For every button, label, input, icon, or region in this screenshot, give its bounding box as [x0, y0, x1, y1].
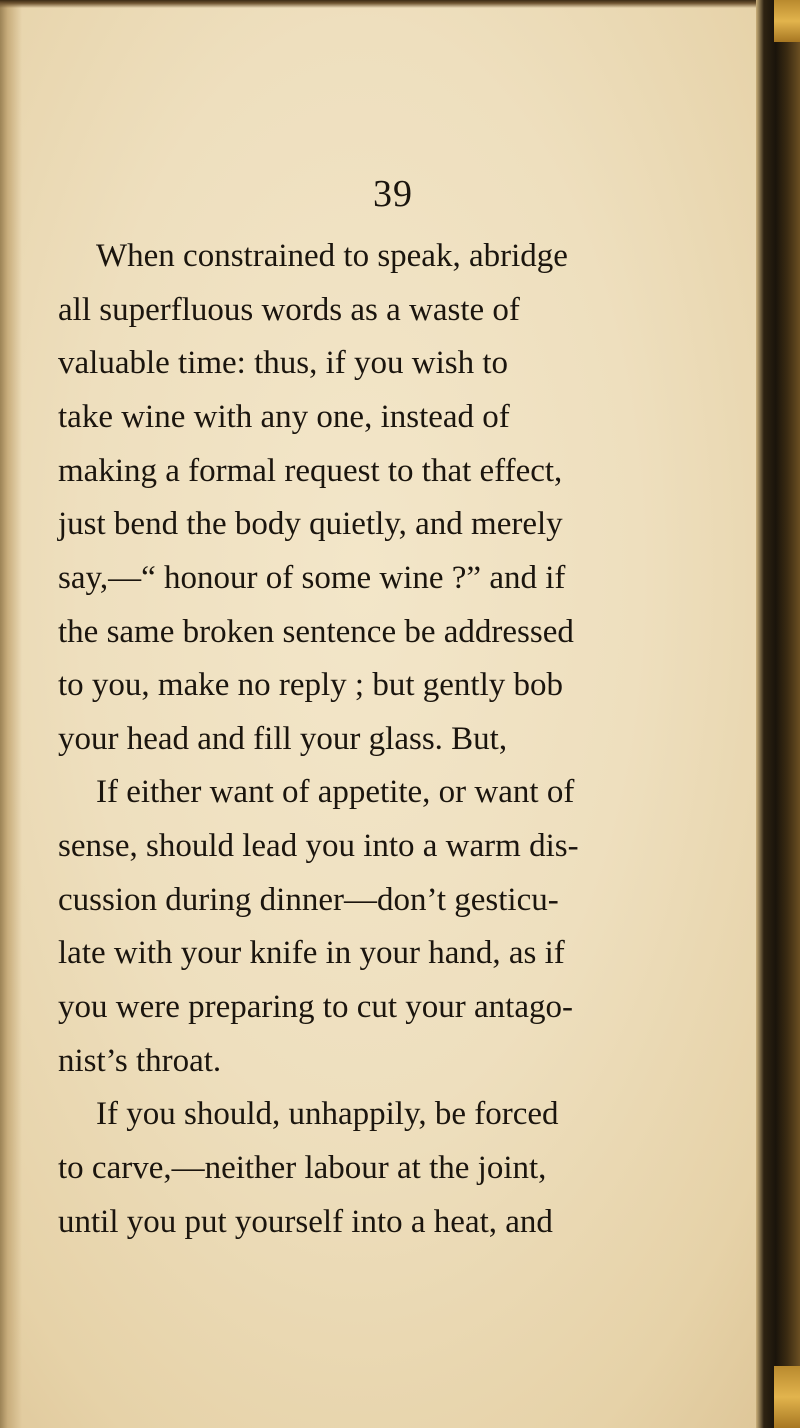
text-line: just bend the body quietly, and merely	[58, 506, 563, 542]
text-line: your head and fill your glass. But,	[58, 721, 508, 757]
page-gutter-shadow	[0, 0, 22, 1428]
text-line: late with your knife in your hand, as if	[58, 935, 565, 971]
book-spine	[756, 0, 800, 1428]
page-number: 39	[373, 173, 413, 215]
text-line: If you should, unhappily, be forced	[96, 1096, 559, 1132]
text-line: until you put yourself into a heat, and	[58, 1204, 553, 1240]
text-line: nist’s throat.	[58, 1043, 222, 1079]
spine-gilt-band-bottom	[774, 1366, 800, 1428]
text-line: all superfluous words as a waste of	[58, 292, 520, 328]
text-line: sense, should lead you into a warm dis-	[58, 828, 579, 864]
text-line: take wine with any one, instead of	[58, 399, 510, 435]
text-line: say,—“ honour of some wine ?” and if	[58, 560, 566, 596]
spine-gilt-band-top	[774, 0, 800, 42]
text-line: to carve,—neither labour at the joint,	[58, 1150, 547, 1186]
text-line: the same broken sentence be addressed	[58, 614, 574, 650]
text-line: you were preparing to cut your antago-	[58, 989, 573, 1025]
text-line: cussion during dinner—don’t gesticu-	[58, 882, 559, 918]
text-line: valuable time: thus, if you wish to	[58, 345, 509, 381]
text-line: When constrained to speak, abridge	[96, 238, 568, 274]
text-line: to you, make no reply ; but gently bob	[58, 667, 564, 703]
text-line: making a formal request to that effect,	[58, 453, 563, 489]
page-top-edge	[0, 0, 800, 8]
text-line: If either want of appetite, or want of	[96, 774, 575, 810]
